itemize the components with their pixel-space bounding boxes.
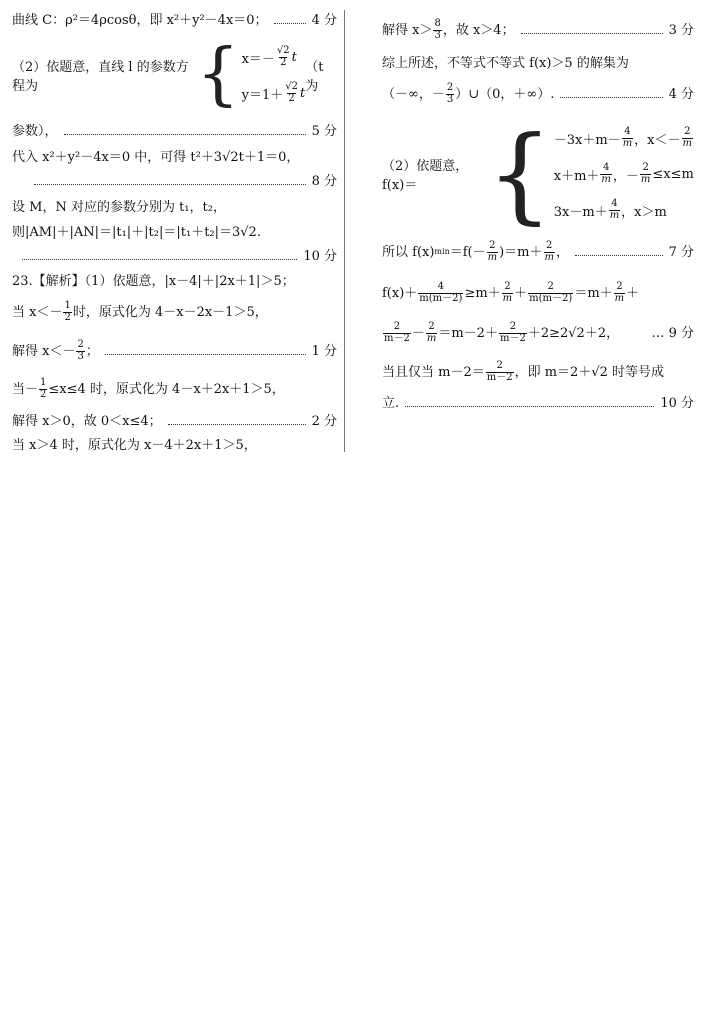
line-solve-3: 解得 x＞ $\frac{8}{3}$ ，故 x＞4； 3 分: [382, 18, 694, 41]
line-curve-eq: 曲线 C：ρ²＝4ρcosθ，即 x²＋y²－4x＝0； 4 分: [12, 12, 337, 28]
line-case-1: 当 x＜－ $\frac{1}{2}$ 时，原式化为 4－x－2x－1＞5，: [12, 300, 268, 323]
line-solve-2: 解得 x＞0，故 0＜x≤4； 2 分: [12, 413, 337, 429]
line-case-3: 当 x＞4 时，原式化为 x－4＋2x＋1＞5，: [12, 437, 257, 453]
line-conclusion: 综上所述，不等式不等式 f(x)＞5 的解集为: [382, 55, 629, 71]
score: 7 分: [668, 244, 694, 260]
line-score-10: [12, 245, 337, 267]
score: … 9 分: [651, 325, 694, 341]
line-case-2: 当－ $\frac{1}{2}$ ≤x≤4 时，原式化为 4－x＋2x＋1＞5，: [12, 377, 285, 400]
line-inequality-1: f(x)＋ $\frac{4}{m(m-2)}$ ≥m＋ $\frac{2}{m}$ ＋ $\frac{2}{m(m-2)}$ ＝m＋ $\frac{2}{m}$ ＋: [382, 281, 640, 304]
score: 10 分: [303, 248, 337, 264]
param-equation: （2）依题意，直线 l 的参数方程为 { x＝－ $\frac{√2}{2}$ t y＝1＋ $\frac{√2}{2}$ t （t 为: [12, 35, 324, 114]
line-param: 参数）， 5 分: [12, 123, 337, 139]
line-score-8: [12, 170, 337, 192]
line-fmin: 所以 f(x) min ＝f(－ $\frac{2}{m}$ )＝m＋ $\frac{2}{m}$ ， 7 分: [382, 240, 694, 263]
score: 8 分: [311, 173, 337, 189]
column-divider: [344, 10, 345, 452]
score: 4 分: [311, 12, 337, 28]
line-final: 立. 10 分: [382, 395, 694, 411]
piecewise-function: （2）依题意，f(x)＝ { －3x＋m－ $\frac{4}{m}$ ，x＜－ $\frac{2}{m}$ x＋m＋ $\frac{4}{m}$ ，－ $\frac{2}{m}$ ≤x≤m 3x－m＋ $\frac{4}{m}$ ，x＞m: [382, 113, 694, 235]
line-set-mn: 设 M，N 对应的参数分别为 t₁，t₂，: [12, 199, 226, 215]
line-solve-1: 解得 x＜－ $\frac{2}{3}$ ； 1 分: [12, 339, 337, 362]
score: 2 分: [311, 413, 337, 429]
line-inequality-2: $\frac{2}{m-2}$ － $\frac{2}{m}$ ＝m－2＋ $\frac{2}{m-2}$ ＋2≥2√2＋2， … 9 分: [384, 321, 694, 344]
line-solution-set: （－∞，－ $\frac{2}{3}$ ）∪（0，＋∞）. 4 分: [382, 82, 694, 105]
score: 5 分: [311, 123, 337, 139]
score: 4 分: [668, 86, 694, 102]
score: 10 分: [660, 395, 694, 411]
line-substitute: 代入 x²＋y²－4x＝0 中，可得 t²＋3√2t＋1＝0，: [12, 149, 300, 165]
score: 3 分: [668, 22, 694, 38]
score: 1 分: [311, 343, 337, 359]
line-equality: 当且仅当 m－2＝ $\frac{2}{m-2}$ ，即 m＝2＋√2 时等号成: [382, 360, 665, 383]
line-am-an: 则|AM|＋|AN|＝|t₁|＋|t₂|＝|t₁＋t₂|＝3√2.: [12, 224, 261, 240]
line-q23: 23.【解析】（1）依题意，|x－4|＋|2x＋1|＞5；: [12, 273, 295, 289]
